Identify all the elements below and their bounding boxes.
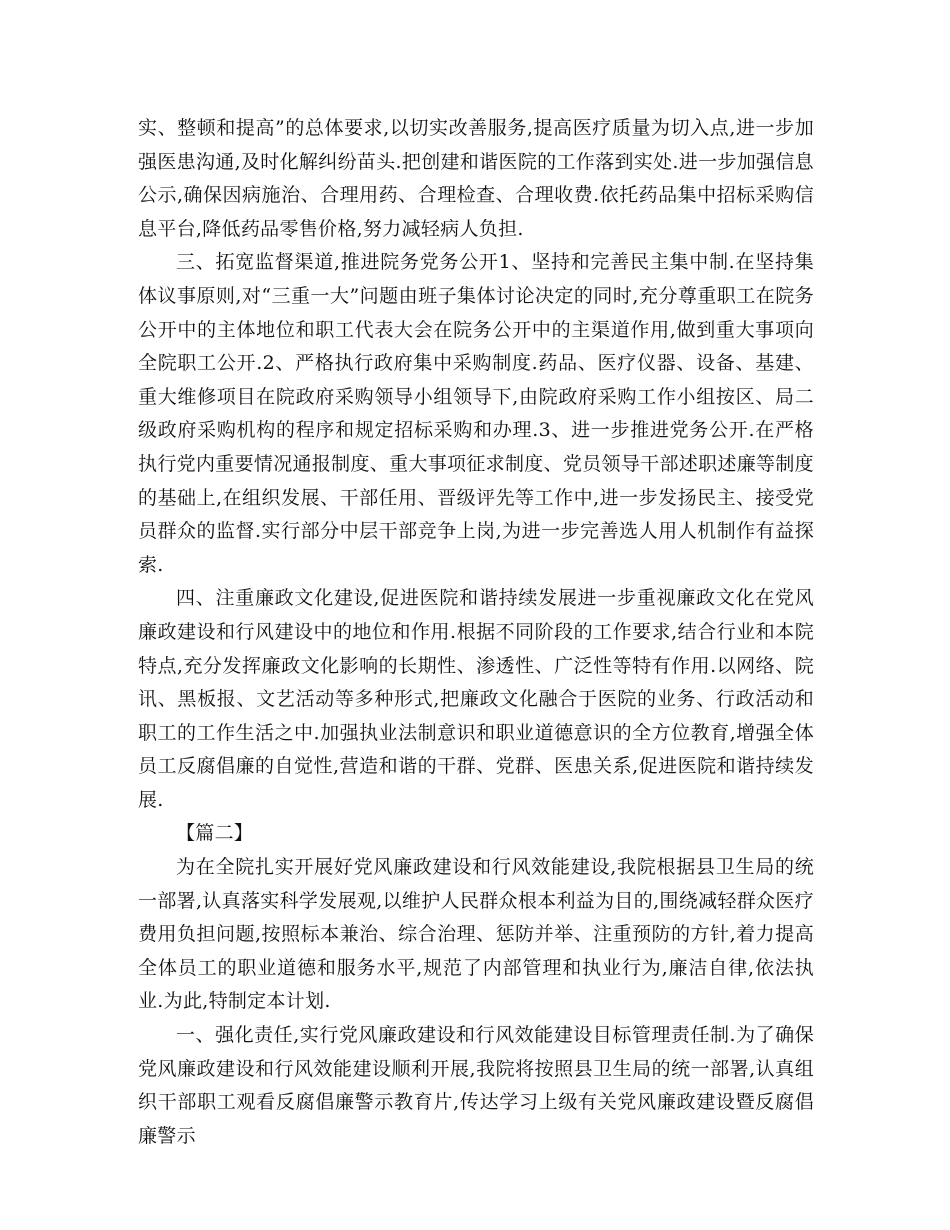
- section-heading: 【篇二】: [176, 822, 254, 845]
- document-page: [138, 112, 814, 1153]
- paragraph-continuation: 实、整顿和提高”的总体要求,以切实改善服务,提高医疗质量为切入点,进一步加强医患沟通,及时化解纠纷苗头.把创建和谐医院的工作落到实处.进一步加强信息公示,确保因病施治、合理用药、合理检查、合理收费.依托药品集中招标采购信息平台,降低药品零售价格,努力减轻病人负担.: [138, 117, 814, 240]
- paragraph-section-four: 四、注重廉政文化建设,促进医院和谐持续发展进一步重视廉政文化在党风廉政建设和行风建设中的地位和作用.根据不同阶段的工作要求,结合行业和本院特点,充分发挥廉政文化影响的长期性、渗透性、广泛性等特有作用.以网络、院讯、黑板报、文艺活动等多种形式,把廉政文化融合于医院的业务、行政活动和职工的工作生活之中.加强执业法制意识和职业道德意识的全方位教育,增强全体员工反腐倡廉的自觉性,营造和谐的干群、党群、医患关系,促进医院和谐持续发展.: [138, 587, 814, 811]
- paragraph-section-three: 三、拓宽监督渠道,推进院务党务公开1、坚持和完善民主集中制.在坚持集体议事原则,对“三重一大”问题由班子集体讨论决定的同时,充分尊重职工在院务公开中的主体地位和职工代表大会在院务公开中的主渠道作用,做到重大事项向全院职工公开.2、严格执行政府集中采购制度.药品、医疗仪器、设备、基建、重大维修项目在院政府采购领导小组领导下,由院政府采购工作小组按区、局二级政府采购机构的程序和规定招标采购和办理.3、进一步推进党务公开.在严格执行党内重要情况通报制度、重大事项征求制度、党员领导干部述职述廉等制度的基础上,在组织发展、干部任用、晋级评先等工作中,进一步发扬民主、接受党员群众的监督.实行部分中层干部竞争上岗,为进一步完善选人用人机制作有益探索.: [138, 251, 814, 576]
- paragraph-section-one: 一、强化责任,实行党风廉政建设和行风效能建设目标管理责任制.为了确保党风廉政建设和行风效能建设顺利开展,我院将按照县卫生局的统一部署,认真组织干部职工观看反腐倡廉警示教育片,传达学习上级有关党风廉政建设暨反腐倡廉警示: [138, 1024, 814, 1147]
- paragraph-intro-part-two: 为在全院扎实开展好党风廉政建设和行风效能建设,我院根据县卫生局的统一部署,认真落实科学发展观,以维护人民群众根本利益为目的,围绕减轻群众医疗费用负担问题,按照标本兼治、综合治理、惩防并举、注重预防的方针,着力提高全体员工的职业道德和服务水平,规范了内部管理和执业行为,廉洁自律,依法执业.为此,特制定本计划.: [138, 856, 814, 1013]
